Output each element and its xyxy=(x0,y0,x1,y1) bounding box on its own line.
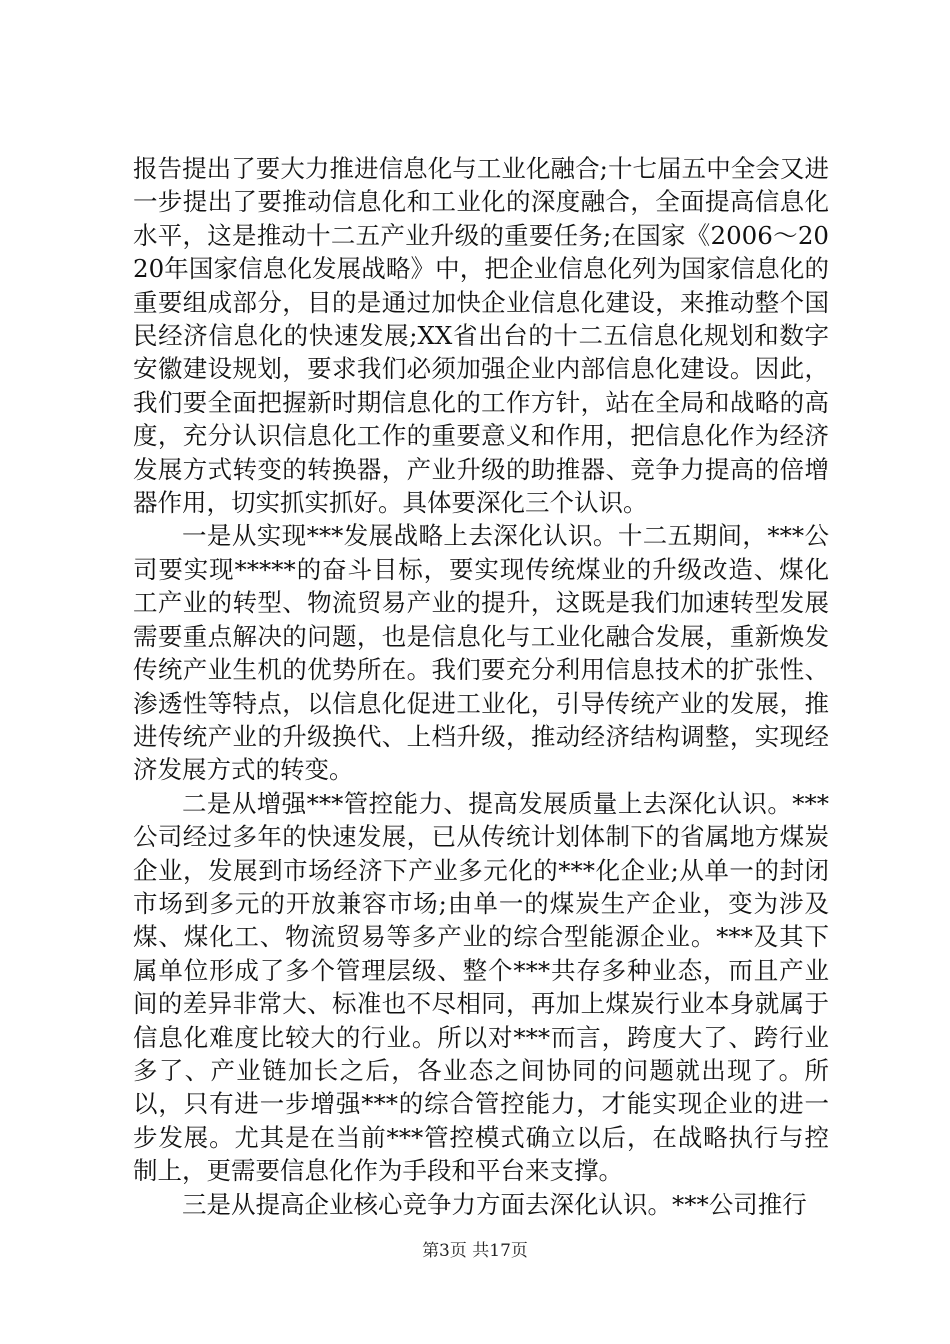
page-number-footer: 第3页 共17页 xyxy=(422,1241,528,1261)
paragraph-2: 一是从实现***发展战略上去深化认识。十二五期间，***公司要实现*****的奋斗目标，要实现传统煤业的升级改造、煤化工产业的转型、物流贸易产业的提升，这既是我们加速转型发展需要重点解决的问题，也是信息化与工业化融合发展，重新焕发传统产业生机的优势所在。我们要充分利用信息技术的扩张性、渗透性等特点，以信息化促进工业化，引导传统产业的发展，推进传统产业的升级换代、上档升级，推动经济结构调整，实现经济发展方式的转变。 xyxy=(133,521,829,785)
paragraph-1: 报告提出了要大力推进信息化与工业化融合;十七届五中全会又进一步提出了要推动信息化和工业化的深度融合，全面提高信息化水平，这是推动十二五产业升级的重要任务;在国家《2006～2020年国家信息化发展战略》中，把企业信息化列为国家信息化的重要组成部分，目的是通过加快企业信息化建设，来推动整个国民经济信息化的快速发展;XX省出台的十二五信息化规划和数字安徽建设规划，要求我们必须加强企业内部信息化建设。因此，我们要全面把握新时期信息化的工作方针，站在全局和战略的高度，充分认识信息化工作的重要意义和作用，把信息化作为经济发展方式转变的转换器，产业升级的助推器、竞争力提高的倍增器作用，切实抓实抓好。具体要深化三个认识。 xyxy=(133,154,829,518)
paragraph-3: 二是从增强***管控能力、提高发展质量上去深化认识。***公司经过多年的快速发展，已从传统计划体制下的省属地方煤炭企业，发展到市场经济下产业多元化的***化企业;从单一的封闭市场到多元的开放兼容市场;由单一的煤炭生产企业，变为涉及煤、煤化工、物流贸易等多产业的综合型能源企业。***及其下属单位形成了多个管理层级、整个***共存多种业态，而且产业间的差异非常大、标准也不尽相同，再加上煤炭行业本身就属于信息化难度比较大的行业。所以对***而言，跨度大了、跨行业多了、产业链加长之后，各业态之间协同的问题就出现了。所以，只有进一步增强***的综合管控能力，才能实现企业的进一步发展。尤其是在当前***管控模式确立以后，在战略执行与控制上，更需要信息化作为手段和平台来支撑。 xyxy=(133,788,829,1186)
document-body xyxy=(133,152,829,1221)
paragraph-4: 三是从提高企业核心竞争力方面去深化认识。***公司推行 xyxy=(182,1189,807,1219)
